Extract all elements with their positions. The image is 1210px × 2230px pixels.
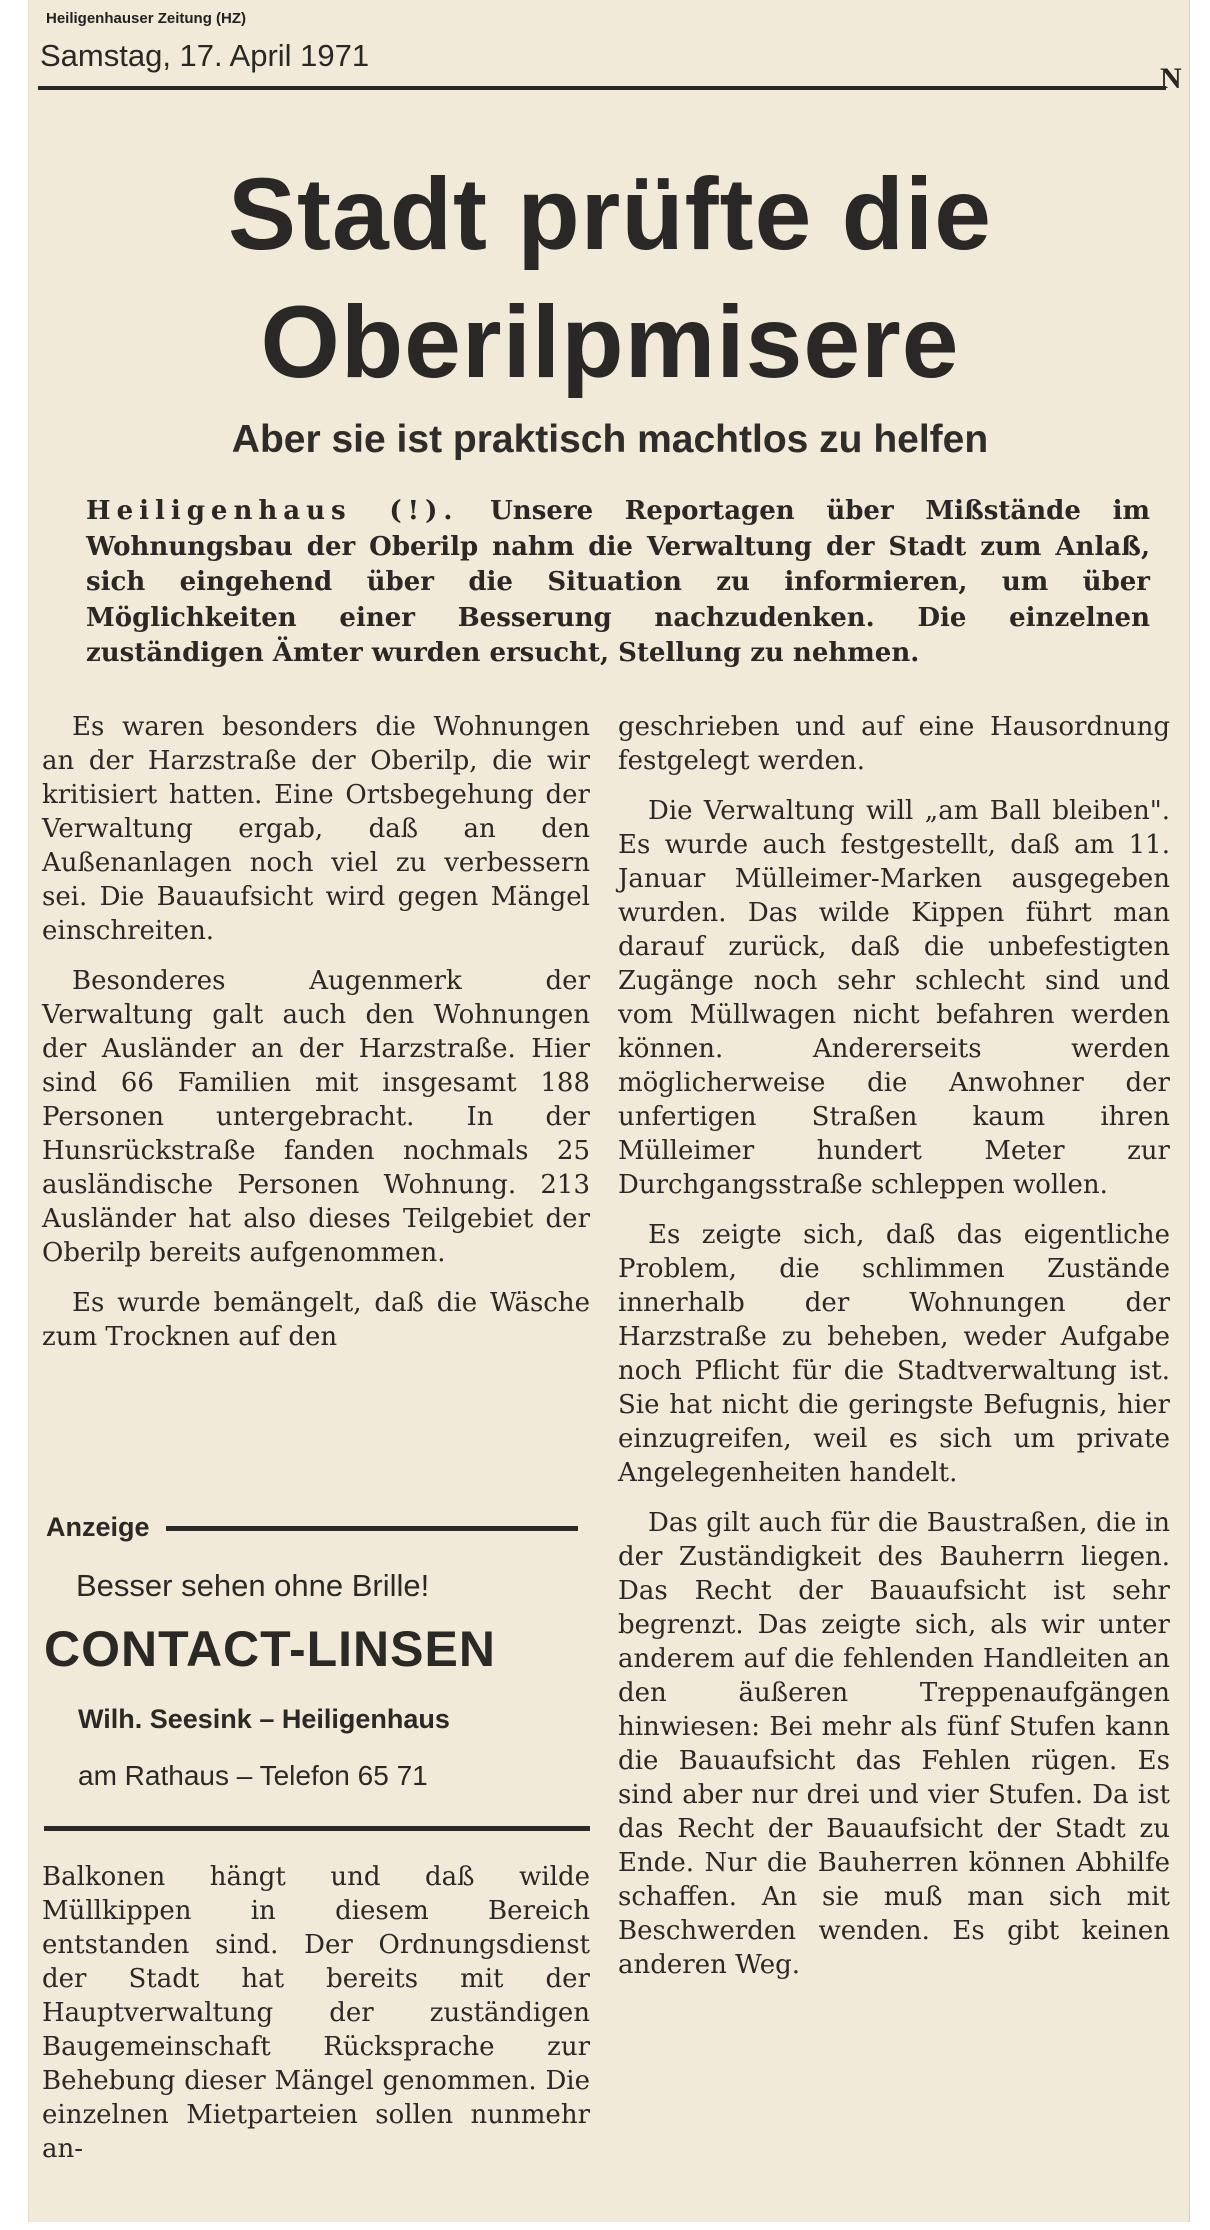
lead-text: Unsere Reportagen über Mißstände im Wohnungsbau der Oberilp nahm die Verwaltung der Stadt zum Anlaß, sich eingehend über die Situation zu informieren, um über Möglichkeiten einer Besserung nachzudenken. Die einzelnen zuständigen Ämter wurden ersucht, Stellung zu nehmen. (86, 496, 1150, 668)
left-paragraph-2: Besonderes Augenmerk der Verwaltung galt auch den Wohnungen der Ausländer an der Harzstraße. Hier sind 66 Familien mit insgesamt 188 Personen untergebracht. In der Hunsrückstraße fanden nochmals 25 ausländische Personen Wohnung. 213 Ausländer hat also dieses Teilgebiet der Oberilp bereits aufgenommen. (42, 966, 590, 1268)
right-paragraph-1: Die Verwaltung will „am Ball bleiben". Es wurde auch festgestellt, daß am 11. Januar Mülleimer-Marken ausgegeben wurden. Das wilde Kippen führt man darauf zurück, daß die unbefestigten Zugänge noch sehr schlecht sind und vom Müllwagen nicht befahren werden können. Andererseits werden möglicherweise die Anwohner der unfertigen Straßen kaum ihren Mülleimer hundert Meter zur Durchgangsstraße schleppen wollen. (618, 796, 1170, 1200)
ad-label-row (46, 1512, 586, 1552)
subheadline: Aber sie ist praktisch machtlos zu helfen (231, 418, 989, 461)
ad-slogan: Besser sehen ohne Brille! (76, 1568, 430, 1603)
left-paragraph-3: Es wurde bemängelt, daß die Wäsche zum Trocknen auf den (42, 1288, 590, 1352)
dateline: Heiligenhaus (!). (86, 496, 459, 526)
left-column-continued (42, 1860, 590, 2182)
ad-owner: Wilh. Seesink – Heiligenhaus (78, 1704, 450, 1734)
right-paragraph-3: Das gilt auch für die Baustraßen, die in der Zuständigkeit des Bauherrn liegen. Das Recht der Bauaufsicht ist sehr begrenzt. Das zeigte sich, als wir unter anderem auf die fehlenden Handleiten an den äußeren Treppenaufgängen hinwiesen: Bei mehr als fünf Stufen kann die Bauaufsicht das Fehlen rügen. Es sind aber nur drei und vier Stufen. Da ist das Recht der Bauaufsicht der Stadt zu Ende. Nur die Bauherren können Abhilfe schaffen. An sie muß man sich mit Beschwerden wenden. Es gibt keinen anderen Weg. (618, 1508, 1170, 1980)
header-rule (38, 86, 1166, 90)
right-column (618, 710, 1170, 1998)
source-label: Heiligenhauser Zeitung (HZ) (46, 10, 247, 27)
lead-paragraph (86, 494, 1150, 672)
ad-label: Anzeige (46, 1512, 150, 1542)
right-paragraph-start: geschrieben und auf eine Hausordnung festgelegt werden. (618, 712, 1170, 776)
headline (40, 150, 1180, 406)
right-paragraph-2: Es zeigte sich, daß das eigentliche Problem, die schlimmen Zustände innerhalb der Wohnungen der Harzstraße zu beheben, weder Aufgabe noch Pflicht für die Stadtverwaltung ist. Sie hat nicht die geringste Befugnis, hier einzugreifen, weil es sich um private Angelegenheiten handelt. (618, 1220, 1170, 1488)
left-paragraph-1: Es waren besonders die Wohnungen an der Harzstraße der Oberilp, die wir kritisiert hatten. Eine Ortsbegehung der Verwaltung ergab, daß an den Außenanlagen noch viel zu verbessern sei. Die Bauaufsicht wird gegen Mängel einschreiten. (42, 712, 590, 946)
edition-mark: N (1160, 62, 1182, 95)
left-column (42, 710, 590, 1370)
ad-label-rule (166, 1526, 578, 1531)
ad-brand: CONTACT-LINSEN (44, 1621, 496, 1677)
ad-bottom-rule (44, 1826, 590, 1831)
ad-address: am Rathaus – Telefon 65 71 (78, 1760, 428, 1791)
issue-date: Samstag, 17. April 1971 (40, 38, 370, 73)
headline-line-1: Stadt prüfte die (227, 157, 993, 271)
left-continued-paragraph: Balkonen hängt und daß wilde Müllkippen in diesem Bereich entstanden sind. Der Ordnungsdienst der Stadt hat bereits mit der Hauptverwaltung der zuständigen Baugemeinschaft Rücksprache zur Behebung dieser Mängel genommen. Die einzelnen Mietparteien sollen nunmehr an- (42, 1862, 590, 2164)
headline-line-2: Oberilpmisere (260, 285, 960, 399)
